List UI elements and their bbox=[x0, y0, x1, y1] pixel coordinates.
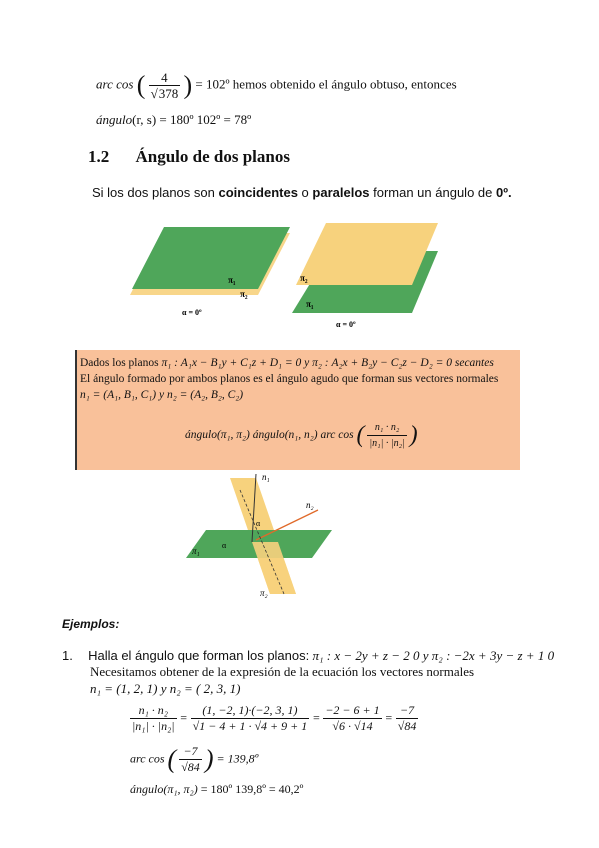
parallel-planes-figure bbox=[130, 215, 450, 335]
calc-den-2: √6 · √14 bbox=[332, 719, 373, 733]
equals-2: = bbox=[312, 710, 321, 725]
example-text: Halla el ángulo que forman los planos: bbox=[88, 648, 310, 663]
calc-num-0: n₁ · n₂ bbox=[130, 703, 177, 719]
arccos-example-label: arc cos bbox=[130, 751, 165, 766]
calc-frac-2 bbox=[323, 703, 381, 734]
normals-line: n₁ = (1, 2, 1) y n₂ = ( 2, 3, 1) bbox=[90, 681, 241, 696]
calc-den-0: |n₁| · |n₂| bbox=[132, 719, 175, 733]
intro-text-1: Si los dos planos son bbox=[92, 185, 219, 200]
angle-rhs: = 180º 102º = 78º bbox=[159, 112, 252, 127]
arccos-example-num: −7 bbox=[179, 744, 202, 760]
arccos-result: = 102º bbox=[195, 76, 230, 92]
paren-left: ( bbox=[356, 422, 365, 448]
intro-bold-coincidentes: coincidentes bbox=[218, 185, 298, 200]
arccos-example-result: = 139,8º bbox=[216, 751, 259, 766]
intro-bold-paralelos: paralelos bbox=[312, 185, 370, 200]
example-number: 1. bbox=[62, 648, 73, 663]
plane-green-left bbox=[132, 227, 290, 289]
calc-frac-3 bbox=[396, 703, 419, 734]
box-fraction bbox=[367, 420, 406, 451]
arccos-example bbox=[130, 744, 258, 775]
paren-left: ( bbox=[167, 744, 177, 774]
pi2-label: π₂ bbox=[260, 588, 268, 598]
intro-bold-angle: 0º. bbox=[495, 185, 512, 200]
arccos-explanation: hemos obtenido el ángulo obtuso, entonces bbox=[232, 76, 457, 92]
paren-left: ( bbox=[136, 70, 146, 100]
pi1-label-right: π₁ bbox=[306, 299, 314, 309]
alpha-label-upper: α bbox=[256, 519, 261, 528]
intro-text-3: forman un ángulo de bbox=[369, 185, 496, 200]
arccos-formula bbox=[96, 70, 457, 101]
calc-den-1: √1 − 4 + 1 · √4 + 9 + 1 bbox=[192, 719, 308, 733]
pi1-label: π₁ bbox=[192, 546, 200, 556]
final-angle-args: (π₁, π₂) bbox=[163, 782, 198, 796]
calc-frac-1 bbox=[191, 703, 310, 734]
final-angle-line bbox=[130, 782, 303, 797]
box-angle-formula: ángulo(π₁, π₂) ángulo(n₁, n₂) arc cos bbox=[185, 429, 354, 442]
angle-label: ángulo bbox=[96, 112, 133, 127]
section-number: 1.2 bbox=[88, 147, 110, 166]
calc-num-1: (1, −2, 1)·(−2, 3, 1) bbox=[191, 703, 310, 719]
alpha-label-lower: α bbox=[222, 541, 227, 550]
calc-den-3: √84 bbox=[397, 719, 417, 733]
alpha-label-left: α = 0º bbox=[182, 308, 202, 317]
calc-num-3: −7 bbox=[396, 703, 419, 719]
intro-text-2: o bbox=[297, 185, 313, 200]
example-1-line bbox=[62, 648, 554, 664]
pi1-label-left: π₁ bbox=[228, 275, 236, 285]
intro-paragraph bbox=[92, 185, 512, 200]
box-line-4 bbox=[185, 420, 418, 451]
box-line-1b: π₁ : A₁x − B₁y + C₁z + D₁ = 0 y π₂ : A₂x + B₂y − C₂z − D₂ = 0 secantes bbox=[161, 357, 494, 369]
angle-args: (r, s) bbox=[132, 112, 157, 127]
intersecting-planes-figure bbox=[180, 470, 360, 602]
paren-right: ) bbox=[183, 70, 193, 100]
arccos-example-den: √84 bbox=[181, 760, 200, 774]
box-line-3: n₁ = (A₁, B₁, C₁) y n₂ = (A₂, B₂, C₂) bbox=[80, 389, 244, 401]
sqrt-value: 378 bbox=[158, 86, 179, 101]
arccos-fraction bbox=[149, 70, 181, 101]
pi2-label-left: π₂ bbox=[240, 289, 248, 299]
section-heading bbox=[88, 147, 290, 167]
alpha-label-right: α = 0º bbox=[336, 320, 356, 329]
box-frac-num: n₁ · n₂ bbox=[367, 420, 406, 436]
box-line-2: El ángulo formado por ambos planos es el ángulo agudo que forman sus vectores normales bbox=[80, 373, 499, 385]
equals-1: = bbox=[179, 710, 188, 725]
box-frac-den: |n₁| · |n₂| bbox=[369, 438, 405, 449]
final-angle-rhs: = 180º 139,8º = 40,2º bbox=[200, 782, 304, 796]
example-planes: π₁ : x − 2y + z − 2 0 y π₂ : −2x + 3y − z + 1 0 bbox=[312, 648, 555, 663]
fraction-numerator: 4 bbox=[149, 70, 181, 86]
arccos-example-frac bbox=[179, 744, 202, 775]
section-title: Ángulo de dos planos bbox=[135, 147, 290, 166]
box-line-1a: Dados los planos bbox=[80, 357, 159, 369]
need-text: Necesitamos obtener de la expresión de la ecuación los vectores normales bbox=[90, 664, 475, 679]
calc-num-2: −2 − 6 + 1 bbox=[325, 703, 380, 717]
n1-label: n₁ bbox=[262, 472, 270, 482]
examples-heading: Ejemplos: bbox=[62, 617, 120, 631]
equals-3: = bbox=[384, 710, 393, 725]
paren-right: ) bbox=[204, 744, 214, 774]
calc-frac-0 bbox=[130, 703, 177, 734]
angle-result-line bbox=[96, 112, 251, 128]
n2-label: n₂ bbox=[306, 500, 314, 510]
box-line-1 bbox=[80, 357, 494, 369]
final-angle-label: ángulo bbox=[130, 782, 164, 796]
fraction-denominator: √378 bbox=[150, 86, 179, 101]
calc-line bbox=[130, 703, 418, 734]
paren-right: ) bbox=[409, 422, 418, 448]
arccos-label: arc cos bbox=[96, 76, 134, 92]
pi2-label-right: π₂ bbox=[300, 273, 308, 283]
